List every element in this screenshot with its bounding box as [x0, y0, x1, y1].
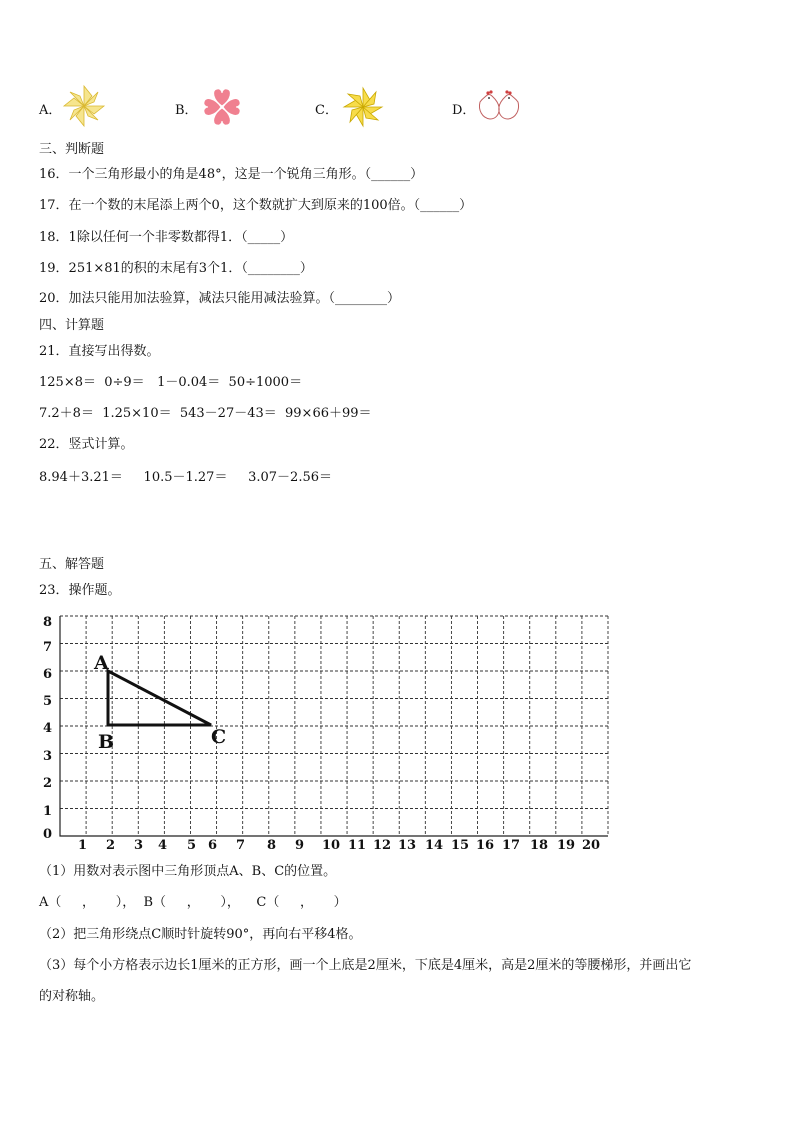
x-tick-label: 16: [476, 838, 495, 852]
question-18: 18．1除以任何一个非零数都得1．（_____）: [39, 230, 294, 245]
question-17: 17．在一个数的末尾添上两个0，这个数就扩大到原来的100倍。（______）: [39, 198, 473, 213]
x-tick-label: 4: [158, 838, 168, 852]
pinwheel-icon: [62, 84, 106, 128]
x-tick-label: 17: [502, 838, 521, 852]
option-c-label: C．: [315, 103, 338, 118]
x-tick-label: 6: [208, 838, 218, 852]
y-tick-label: 4: [43, 721, 53, 736]
grid-svg: [30, 612, 620, 852]
x-tick-label: 12: [373, 838, 392, 852]
x-tick-label: 15: [451, 838, 470, 852]
vertex-b-label: B: [98, 731, 115, 753]
section-4-title: 四、计算题: [39, 318, 105, 333]
y-tick-label: 8: [43, 615, 53, 630]
section-5-title: 五、解答题: [39, 557, 105, 572]
x-tick-label: 7: [236, 838, 246, 852]
vertex-c-label: C: [211, 726, 227, 748]
y-tick-label: 7: [43, 640, 53, 655]
sub-question-3-line-2: 的对称轴。: [39, 989, 105, 1004]
question-20: 20．加法只能用加法验算，减法只能用减法验算。（________）: [39, 291, 401, 306]
question-16: 16．一个三角形最小的角是48°，这是一个锐角三角形。（______）: [39, 167, 424, 182]
four-hearts-flower-icon: [201, 86, 243, 128]
question-22: 22．竖式计算。: [39, 437, 134, 452]
question-22-row: 8.94＋3.21＝ 10.5－1.27＝ 3.07－2.56＝: [39, 470, 332, 485]
x-tick-label: 3: [134, 838, 144, 852]
vertex-a-label: A: [94, 652, 109, 674]
x-tick-label: 8: [267, 838, 277, 852]
sub-question-2: （2）把三角形绕点C顺时针旋转90°，再向右平移4格。: [39, 927, 362, 942]
eight-triangle-star-icon: [342, 86, 384, 128]
x-tick-label: 5: [187, 838, 197, 852]
x-tick-label: 18: [530, 838, 549, 852]
x-tick-label: 11: [348, 838, 367, 852]
question-21-row-2: 7.2＋8＝ 1.25×10＝ 543－27－43＝ 99×66＋99＝: [39, 406, 372, 421]
sub-question-1-answer: A（ ， ）， B（ ， ）， C（ ， ）: [39, 895, 347, 910]
sub-question-3-line-1: （3）每个小方格表示边长1厘米的正方形，画一个上底是2厘米，下底是4厘米，高是2厘米的等腰梯形，并画出它: [39, 958, 692, 973]
x-tick-label: 19: [557, 838, 576, 852]
option-a-label: A．: [39, 103, 62, 118]
question-21-row-1: 125×8＝ 0÷9＝ 1－0.04＝ 50÷1000＝: [39, 375, 303, 390]
y-tick-label: 3: [43, 749, 53, 764]
section-3-title: 三、判断题: [39, 142, 105, 157]
two-chickens-icon: [476, 88, 522, 122]
coordinate-grid: [30, 612, 620, 852]
x-tick-label: 14: [425, 838, 444, 852]
sub-question-1: （1）用数对表示图中三角形顶点A、B、C的位置。: [39, 864, 337, 879]
y-tick-label: 0: [43, 827, 53, 842]
option-b-label: B．: [175, 103, 198, 118]
y-tick-label: 1: [43, 804, 53, 819]
question-23: 23．操作题。: [39, 583, 121, 598]
question-21: 21．直接写出得数。: [39, 344, 160, 359]
y-tick-label: 2: [43, 776, 53, 791]
x-tick-label: 10: [322, 838, 341, 852]
x-tick-label: 20: [582, 838, 601, 852]
y-tick-label: 6: [43, 667, 53, 682]
x-tick-label: 13: [398, 838, 417, 852]
question-19: 19．251×81的积的末尾有3个1．（________）: [39, 261, 313, 276]
x-tick-label: 2: [106, 838, 116, 852]
triangle-abc: [108, 671, 211, 725]
x-tick-label: 1: [78, 838, 88, 852]
option-d-label: D．: [452, 103, 476, 118]
x-tick-label: 9: [295, 838, 305, 852]
y-tick-label: 5: [43, 694, 53, 709]
